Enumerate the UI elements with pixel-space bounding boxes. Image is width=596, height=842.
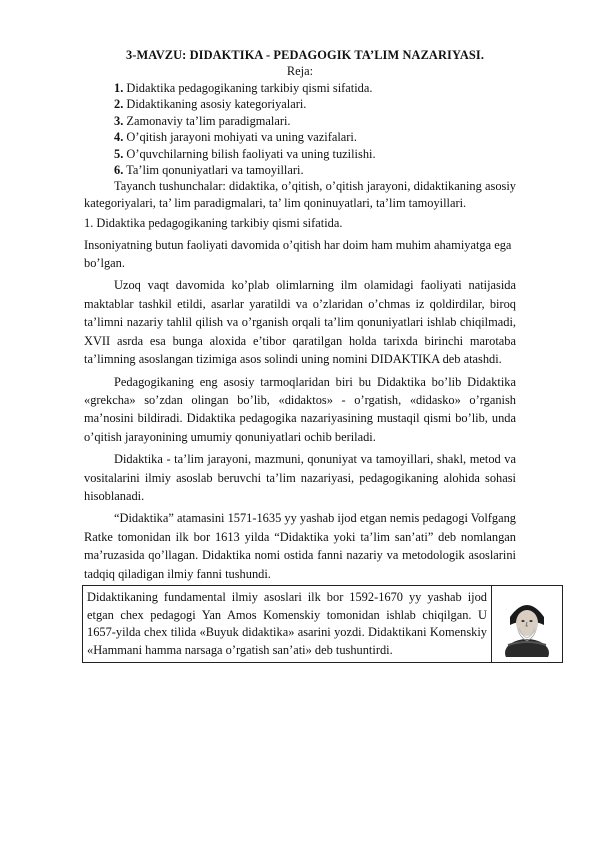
portrait-image	[504, 595, 550, 657]
plan-item-number: 1.	[114, 81, 124, 95]
table-row	[83, 585, 563, 662]
body-paragraph: Pedagogikaning eng asosiy tarmoqlaridan biri bu Didaktika bo’lib Didaktika «grekcha» so’zdan olingan bo’lib, «didaktos» - o’rgatish, «didasko» o’rganish ma’nosini bildiradi. Didaktika pedagogika nazariyasining mustaqil qismi bo’lib, unda o’qitish jarayonining umumiy qonuniyatlari ochib beriladi.	[84, 374, 516, 444]
plan-item-text: Didaktikaning asosiy kategoriyalari.	[126, 97, 307, 112]
plan-item	[84, 162, 516, 178]
plan-item	[84, 129, 516, 145]
table-text-cell: Didaktikaning fundamental ilmiy asoslari ilk bor 1592-1670 yy yashab ijod etgan chex pedagogi Yan Amos Komenskiy tomonidan ishlab chiqilgan. U 1657-yilda chex tilida «Buyuk didaktika» asarini yozdi. Didaktikani Komenskiy «Hammani hamma narsaga o’rgatish san’ati» deb tushuntirdi.	[83, 585, 492, 662]
plan-item-number: 2.	[114, 97, 124, 112]
plan-item-text: O’qitish jarayoni mohiyati va uning vazifalari.	[126, 130, 357, 145]
portrait-cell	[492, 585, 563, 662]
plan-list	[84, 80, 516, 178]
plan-heading: Reja:	[286, 64, 314, 78]
plan-item-number: 5.	[114, 146, 124, 161]
body-paragraph: Didaktika - ta’lim jarayoni, mazmuni, qonuniyat va tamoyillari, shakl, metod va vositalarini ilmiy asoslab beruvchi ta’lim nazariyasi, pedagogikaning alohida sohasi hisoblanadi.	[84, 452, 516, 503]
section-heading: 1. Didaktika pedagogikaning tarkibiy qismi sifatida.	[84, 216, 343, 231]
document-page	[84, 48, 516, 663]
komenskiy-table	[82, 585, 563, 663]
body-paragraph: Uzoq vaqt davomida ko’plab olimlarning ilm olamidagi faoliyati natijasida maktablar tashkil etildi, asarlar yaratildi va o’zlaridan o’chmas iz qoldirdilar, biroq ta’limni nazariy tahlil qilish va o’rganish orqali ta’lim qonuniyatlari ishlab chiqilmadi, XVII asrda esa bunga aloxida e’tibor qaratilgan holda tarixda birinchi marotaba ta’limning asoslangan tizimiga asos solindi uning nomini DIDAKTIKA deb atashdi.	[84, 278, 516, 367]
plan-item	[84, 96, 516, 112]
plan-item-number: 3.	[114, 113, 124, 128]
plan-item-number: 4.	[114, 130, 124, 145]
key-concepts: Tayanch tushunchalar: didaktika, o’qitish, o’qitish jarayoni, didaktikaning asosiy kategoriyalari, ta’ lim paradigmalari, ta’ lim qoninuyatlari, ta’lim tamoyillari.	[84, 179, 516, 210]
plan-item	[84, 146, 516, 162]
page-title: 3-MAVZU: DIDAKTIKA - PEDAGOGIK TA’LIM NAZARIYASI.	[125, 48, 485, 62]
plan-item-number: 6.	[114, 163, 124, 178]
plan-item-text: O’quvchilarning bilish faoliyati va uning tuzilishi.	[126, 146, 376, 161]
plan-item-text: Ta’lim qonuniyatlari va tamoyillari.	[126, 163, 304, 178]
plan-item-text: Zamonaviy ta’lim paradigmalari.	[126, 113, 291, 128]
plan-item	[84, 113, 516, 129]
plan-item-text: Didaktika pedagogikaning tarkibiy qismi sifatida.	[126, 81, 373, 95]
intro-paragraph: Insoniyatning butun faoliyati davomida o’qitish har doim ham muhim ahamiyatga ega bo’lgan.	[84, 237, 512, 271]
body-paragraph: “Didaktika” atamasini 1571-1635 yy yashab ijod etgan nemis pedagogi Volfgang Ratke tomonidan ilk bor 1613 yilda “Didaktika yoki ta’lim san’ati” deb nomlangan ma’ruzasida qo’llagan. Didaktika nomi ostida fanni nazariy va metodologik asoslarini tadqiq qiladigan ilmiy fanni tushundi.	[84, 511, 516, 581]
plan-item	[84, 80, 516, 96]
